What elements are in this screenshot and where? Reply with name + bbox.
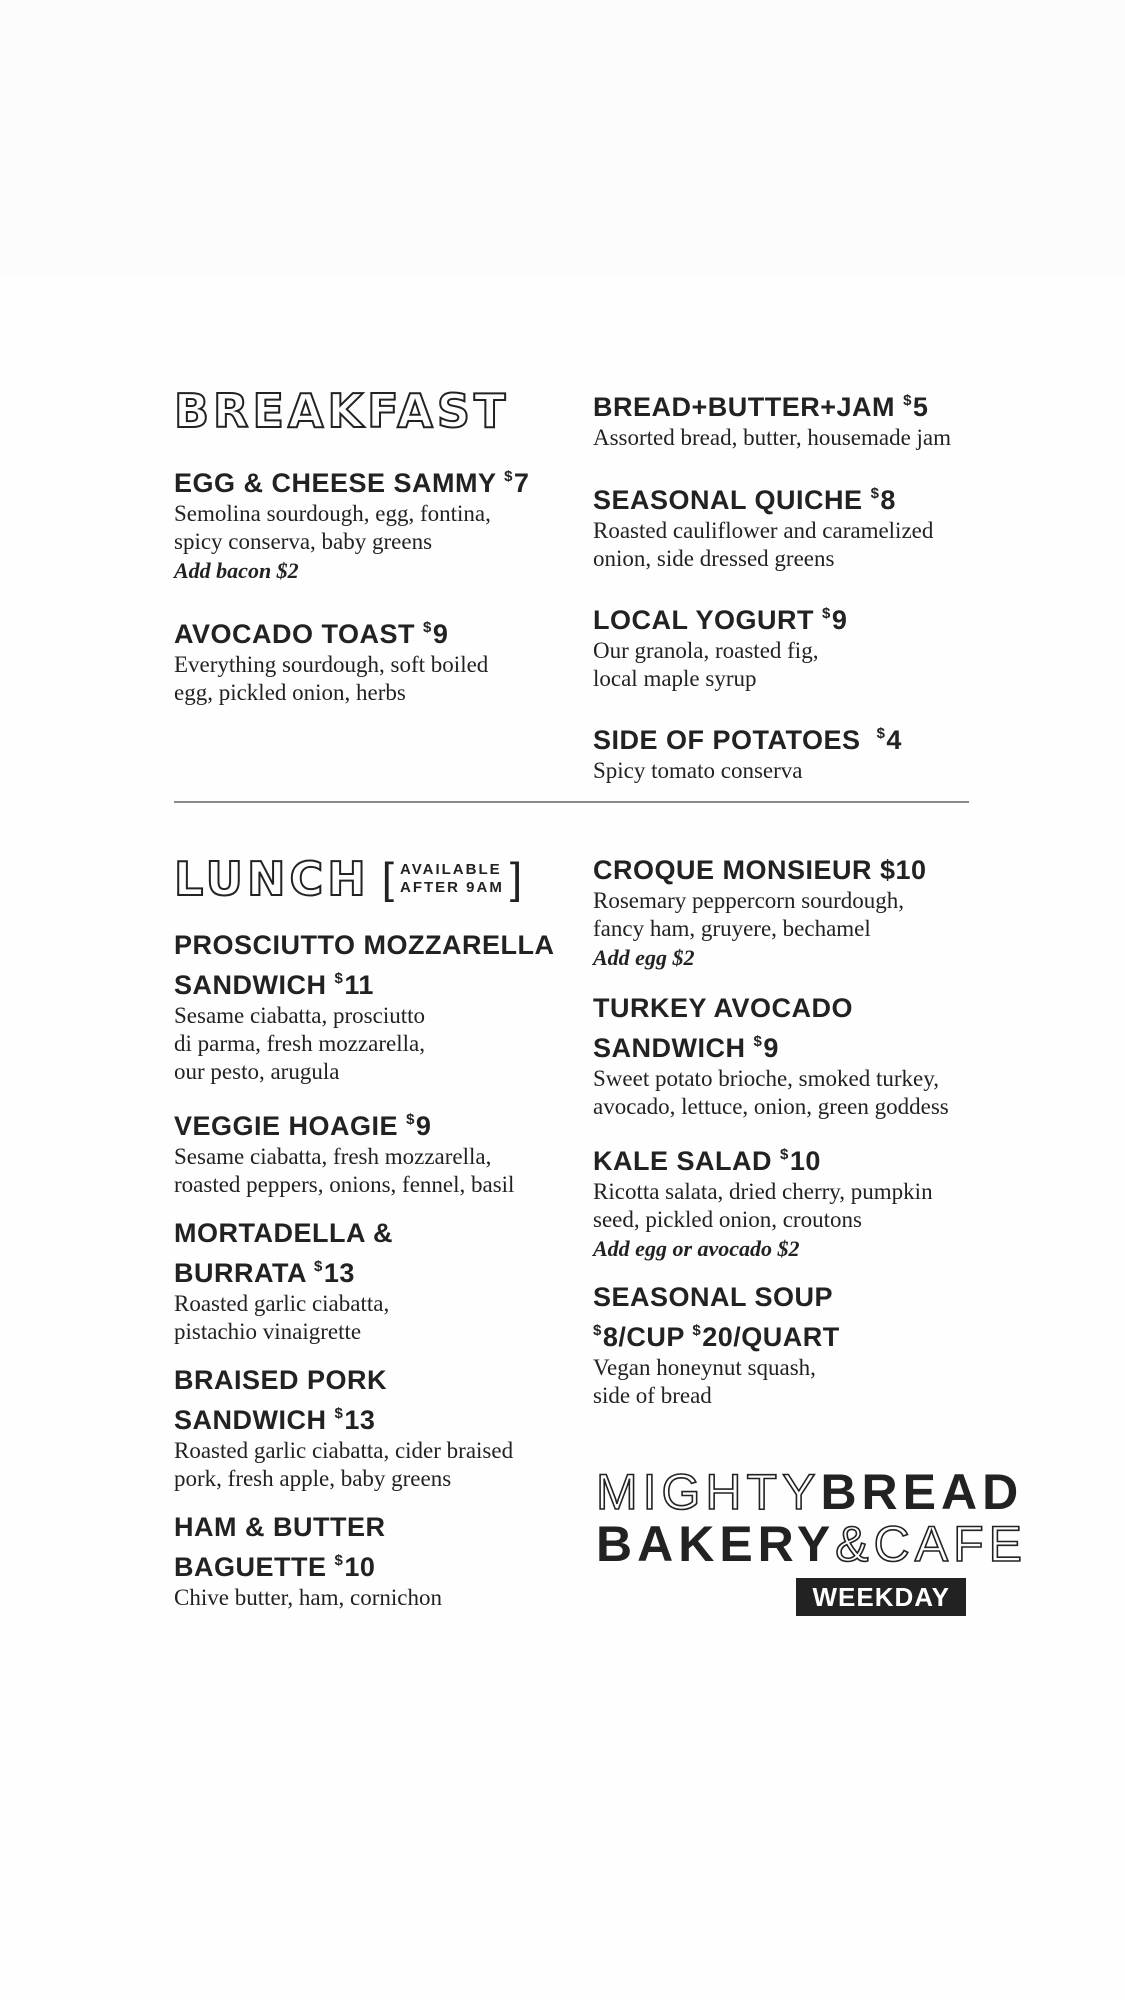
menu-item [174, 1103, 574, 1199]
item-description: avocado, lettuce, onion, green goddess [593, 1094, 949, 1119]
menu-item [593, 1280, 993, 1410]
bakery-logo [596, 1464, 1027, 1612]
menu-item [593, 384, 993, 452]
item-addon: Add egg or avocado $2 [593, 1236, 800, 1261]
menu-item [174, 460, 554, 586]
item-description: Sweet potato brioche, smoked turkey, [593, 1066, 939, 1091]
item-description: local maple syrup [593, 666, 757, 691]
item-description: our pesto, arugula [174, 1059, 340, 1084]
item-name: SANDWICH $13 [174, 1405, 376, 1435]
menu-item [593, 853, 993, 973]
item-name: BAGUETTE $10 [174, 1552, 376, 1582]
item-name: KALE SALAD $10 [593, 1146, 821, 1176]
breakfast-right-column [593, 384, 993, 785]
item-description: seed, pickled onion, croutons [593, 1207, 862, 1232]
item-name: MORTADELLA & [174, 1218, 393, 1248]
section-divider [174, 801, 969, 803]
item-description: Roasted cauliflower and caramelized [593, 518, 934, 543]
item-description: Spicy tomato conserva [593, 758, 803, 783]
lunch-left-column [174, 852, 574, 1612]
item-description: egg, pickled onion, herbs [174, 680, 406, 705]
item-name: AVOCADO TOAST $9 [174, 619, 449, 649]
item-description: pistachio vinaigrette [174, 1319, 362, 1344]
logo-mighty: MIGHTY [596, 1464, 821, 1520]
menu-item [593, 477, 993, 573]
lunch-title: LUNCH [174, 852, 370, 906]
item-name: SEASONAL QUICHE $8 [593, 485, 896, 515]
item-name: VEGGIE HOAGIE $9 [174, 1111, 432, 1141]
item-description: Everything sourdough, soft boiled [174, 652, 489, 677]
item-name: SANDWICH $9 [593, 1033, 779, 1063]
item-addon: Add egg $2 [593, 945, 695, 970]
item-description: Roasted garlic ciabatta, cider braised [174, 1438, 514, 1463]
menu-item [174, 1363, 574, 1493]
item-description: Ricotta salata, dried cherry, pumpkin [593, 1179, 933, 1204]
logo-line-2 [596, 1516, 1027, 1572]
item-addon: Add bacon $2 [174, 558, 299, 583]
bracket-right: ] [509, 854, 523, 903]
menu-item [174, 928, 574, 1086]
menu-item [174, 1216, 574, 1346]
menu-item [593, 717, 993, 785]
availability-note [381, 854, 523, 903]
item-description: di parma, fresh mozzarella, [174, 1031, 425, 1056]
menu-item [593, 597, 993, 693]
breakfast-left-column [174, 384, 554, 707]
breakfast-title: BREAKFAST [174, 384, 510, 438]
logo-bread: BREAD [820, 1464, 1024, 1520]
item-description: Semolina sourdough, egg, fontina, [174, 501, 491, 526]
item-description: Chive butter, ham, cornichon [174, 1585, 442, 1610]
menu-item [174, 611, 554, 707]
item-name: LOCAL YOGURT $9 [593, 605, 848, 635]
availability-line: AVAILABLE [400, 861, 502, 878]
item-name: SANDWICH $11 [174, 970, 374, 1000]
item-description: Assorted bread, butter, housemade jam [593, 425, 952, 450]
item-description: Our granola, roasted fig, [593, 638, 819, 663]
top-blank-band [0, 0, 1125, 275]
item-description: roasted peppers, onions, fennel, basil [174, 1172, 515, 1197]
menu-item [593, 1138, 993, 1264]
item-description: Sesame ciabatta, prosciutto [174, 1003, 426, 1028]
item-description: fancy ham, gruyere, bechamel [593, 916, 871, 941]
logo-bakery: BAKERY [596, 1516, 836, 1572]
lunch-right-column [593, 853, 993, 1410]
logo-cafe: &CAFE [835, 1516, 1027, 1572]
item-name: TURKEY AVOCADO [593, 993, 854, 1023]
item-description: Roasted garlic ciabatta, [174, 1291, 390, 1316]
item-description: Sesame ciabatta, fresh mozzarella, [174, 1144, 492, 1169]
item-description: Vegan honeynut squash, [593, 1355, 816, 1380]
item-name: SIDE OF POTATOES $4 [593, 725, 902, 755]
item-name: CROQUE MONSIEUR $10 [593, 855, 927, 885]
item-name: PROSCIUTTO MOZZARELLA [174, 930, 555, 960]
item-description: spicy conserva, baby greens [174, 529, 433, 554]
lunch-header [174, 852, 574, 906]
item-name: BRAISED PORK [174, 1365, 388, 1395]
item-name: BURRATA $13 [174, 1258, 355, 1288]
item-description: onion, side dressed greens [593, 546, 835, 571]
logo-line-1 [596, 1464, 1024, 1520]
bracket-left: [ [381, 854, 395, 903]
item-name: HAM & BUTTER [174, 1512, 386, 1542]
availability-line: AFTER 9AM [400, 879, 504, 896]
item-name: SEASONAL SOUP [593, 1282, 834, 1312]
item-description: pork, fresh apple, baby greens [174, 1466, 452, 1491]
item-description: side of bread [593, 1383, 712, 1408]
item-description: Rosemary peppercorn sourdough, [593, 888, 905, 913]
menu-item [174, 1510, 574, 1612]
menu-item [593, 991, 993, 1121]
item-name: EGG & CHEESE SAMMY $7 [174, 468, 530, 498]
weekday-badge: WEEKDAY [796, 1578, 966, 1616]
item-name: $8/CUP $20/QUART [593, 1322, 840, 1352]
item-name: BREAD+BUTTER+JAM $5 [593, 392, 929, 422]
